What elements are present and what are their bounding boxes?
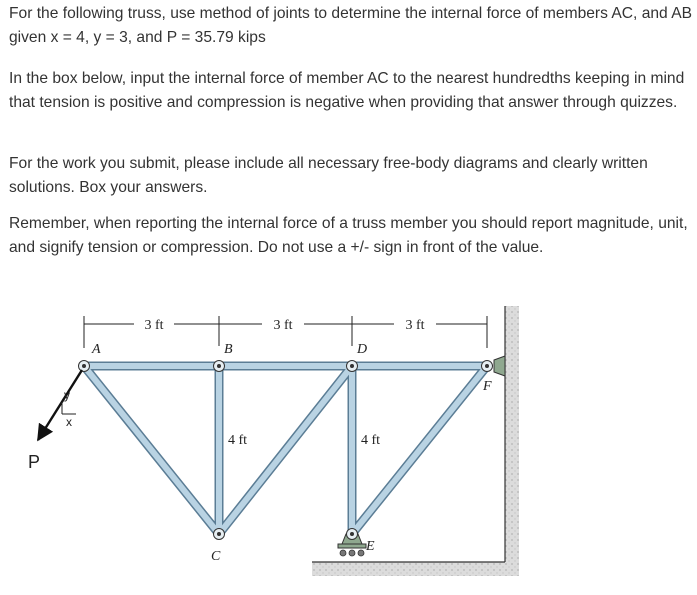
dim-bd: 3 ft [273, 318, 293, 333]
load-components [62, 402, 76, 414]
work-instructions: For the work you submit, please include all necessary free-body diagrams and clearly written solutions. Box your answers. [9, 155, 648, 196]
input-instructions: In the box below, input the internal force of member AC to the nearest hundredths keeping in mind that tension is positive and compression is negative when providing that answer through quizzes. [9, 70, 685, 111]
label-a: A [92, 342, 101, 357]
dim-df: 3 ft [405, 318, 425, 333]
load-arrow [38, 370, 82, 440]
label-d: D [357, 342, 368, 357]
label-y: y [64, 388, 70, 402]
label-c: C [211, 549, 221, 564]
support-f [494, 356, 505, 376]
label-b: B [224, 342, 233, 357]
problem-statement: For the following truss, use method of joints to determine the internal force of members AC, and AB given x = 4, y = 3, and P = 35.79 kips [9, 5, 693, 46]
label-f: F [483, 379, 492, 394]
label-x: x [66, 415, 72, 429]
dim-de: 4 ft [361, 433, 381, 448]
label-p: P [28, 452, 41, 472]
reporting-reminder: Remember, when reporting the internal force of a truss member you should report magnitude, unit, and signify tension or compression. Do not use a +/- sign in front of the value. [9, 215, 688, 256]
label-e: E [366, 539, 375, 554]
ground [312, 562, 517, 576]
wall [505, 306, 519, 576]
truss-figure [0, 298, 697, 595]
dim-ab: 3 ft [144, 318, 164, 333]
dim-bc: 4 ft [228, 433, 248, 448]
